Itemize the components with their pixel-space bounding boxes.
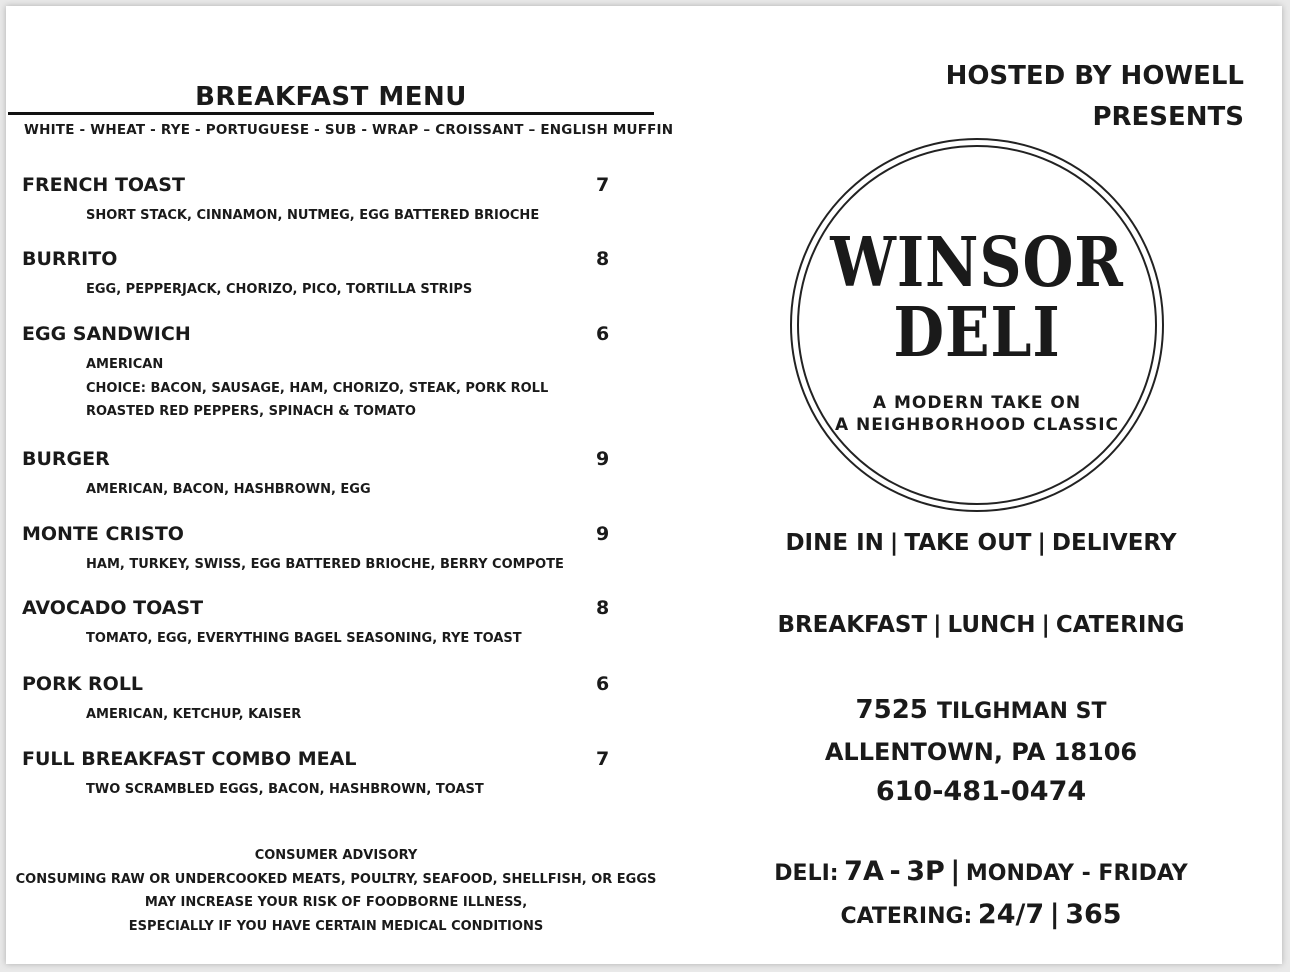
item-description-line: ROASTED RED PEPPERS, SPINACH & TOMATO (86, 404, 416, 419)
service-delivery: DELIVERY (1051, 530, 1177, 556)
catering-hours (718, 895, 1244, 938)
item-price: 7 (596, 174, 610, 196)
separator: | (950, 856, 961, 887)
title-divider (8, 112, 654, 115)
hosted-by (946, 56, 1244, 138)
logo-wordmark (818, 223, 1136, 373)
tagline-line: A MODERN TAKE ON (872, 393, 1082, 413)
zip-code: 18106 (1053, 738, 1138, 766)
item-description (86, 703, 301, 727)
item-price: 7 (596, 748, 610, 770)
deli-logo (790, 138, 1164, 512)
item-name: FRENCH TOAST (22, 174, 185, 196)
separator: | (1037, 530, 1046, 556)
address-block (718, 690, 1244, 812)
item-description (86, 778, 484, 802)
meal-lunch: LUNCH (947, 612, 1036, 638)
meal-breakfast: BREAKFAST (777, 612, 928, 638)
item-description-line: EGG, PEPPERJACK, CHORIZO, PICO, TORTILLA STRIPS (86, 282, 473, 297)
hosted-line: PRESENTS (1092, 102, 1244, 132)
item-description-line: TOMATO, EGG, EVERYTHING BAGEL SEASONING, RYE TOAST (86, 631, 522, 646)
item-description (86, 627, 522, 651)
item-price: 6 (596, 323, 610, 345)
street-number: 7525 (855, 695, 928, 725)
item-description (86, 278, 472, 302)
item-name: BURGER (22, 448, 110, 470)
deli-close: 3P (906, 856, 945, 887)
advisory-line: MAY INCREASE YOUR RISK OF FOODBORNE ILLNESS, (144, 895, 528, 910)
item-description-line: HAM, TURKEY, SWISS, EGG BATTERED BRIOCHE, BERRY COMPOTE (86, 557, 564, 572)
advisory-line: ESPECIALLY IF YOU HAVE CERTAIN MEDICAL CONDITIONS (128, 918, 544, 934)
catering-time: 24/7 (977, 899, 1045, 930)
separator: | (1041, 612, 1050, 638)
item-price: 6 (596, 673, 610, 695)
item-description (86, 353, 548, 424)
item-description-line: AMERICAN, KETCHUP, KAISER (86, 707, 302, 722)
deli-label: DELI: (774, 861, 839, 886)
item-description-line: AMERICAN, BACON, HASHBROWN, EGG (86, 482, 371, 497)
meal-options (718, 612, 1244, 638)
item-name: EGG SANDWICH (22, 323, 191, 345)
item-name: BURRITO (22, 248, 118, 270)
item-description (86, 204, 539, 228)
deli-open: 7A (844, 856, 884, 887)
item-description-line: AMERICAN (86, 357, 164, 372)
menu-title: BREAKFAST MENU (195, 82, 467, 112)
item-price: 9 (596, 523, 610, 545)
advisory-line: CONSUMING RAW OR UNDERCOOKED MEATS, POULTRY, SEAFOOD, SHELLFISH, OR EGGS (15, 871, 657, 887)
separator: | (889, 530, 899, 556)
phone-number: 610-481-0474 (875, 776, 1087, 807)
item-name: MONTE CRISTO (22, 523, 184, 545)
hours-dash: - (889, 856, 901, 887)
separator: | (1049, 899, 1060, 930)
hosted-line: HOSTED BY HOWELL (945, 61, 1244, 91)
catering-label: CATERING: (840, 904, 973, 929)
city-line (718, 732, 1244, 772)
logo-name-line: WINSOR (830, 223, 1124, 303)
item-description (86, 553, 564, 577)
separator: | (933, 612, 942, 638)
item-price: 8 (596, 248, 610, 270)
service-dine-in: DINE IN (785, 530, 884, 556)
service-options (718, 530, 1244, 556)
deli-hours (718, 852, 1244, 895)
item-price: 9 (596, 448, 610, 470)
menu-page (6, 6, 1282, 964)
advisory-heading: CONSUMER ADVISORY (254, 848, 418, 863)
service-take-out: TAKE OUT (904, 530, 1032, 556)
item-name: PORK ROLL (22, 673, 144, 695)
deli-days: MONDAY - FRIDAY (965, 861, 1188, 886)
street-name: TILGHMAN ST (936, 699, 1107, 724)
item-description-line: CHOICE: BACON, SAUSAGE, HAM, CHORIZO, STEAK, PORK ROLL (86, 380, 549, 396)
meal-catering: CATERING (1055, 612, 1185, 638)
catering-days: 365 (1065, 899, 1122, 930)
consumer-advisory (6, 844, 666, 938)
item-name: AVOCADO TOAST (22, 597, 204, 619)
item-name: FULL BREAKFAST COMBO MEAL (22, 748, 357, 770)
item-description (86, 478, 371, 502)
tagline-line: A NEIGHBORHOOD CLASSIC (834, 415, 1120, 435)
city-state: ALLENTOWN, PA (824, 738, 1046, 766)
hours-block (718, 852, 1244, 938)
item-price: 8 (596, 597, 610, 619)
logo-tagline (792, 392, 1162, 436)
logo-name-line: DELI (893, 293, 1061, 373)
street-address (718, 690, 1244, 732)
item-description-line: SHORT STACK, CINNAMON, NUTMEG, EGG BATTERED BRIOCHE (86, 208, 540, 223)
item-description-line: TWO SCRAMBLED EGGS, BACON, HASHBROWN, TOAST (86, 782, 484, 797)
bread-options: WHITE - WHEAT - RYE - PORTUGUESE - SUB - WRAP – CROISSANT – ENGLISH MUFFIN (24, 122, 674, 138)
